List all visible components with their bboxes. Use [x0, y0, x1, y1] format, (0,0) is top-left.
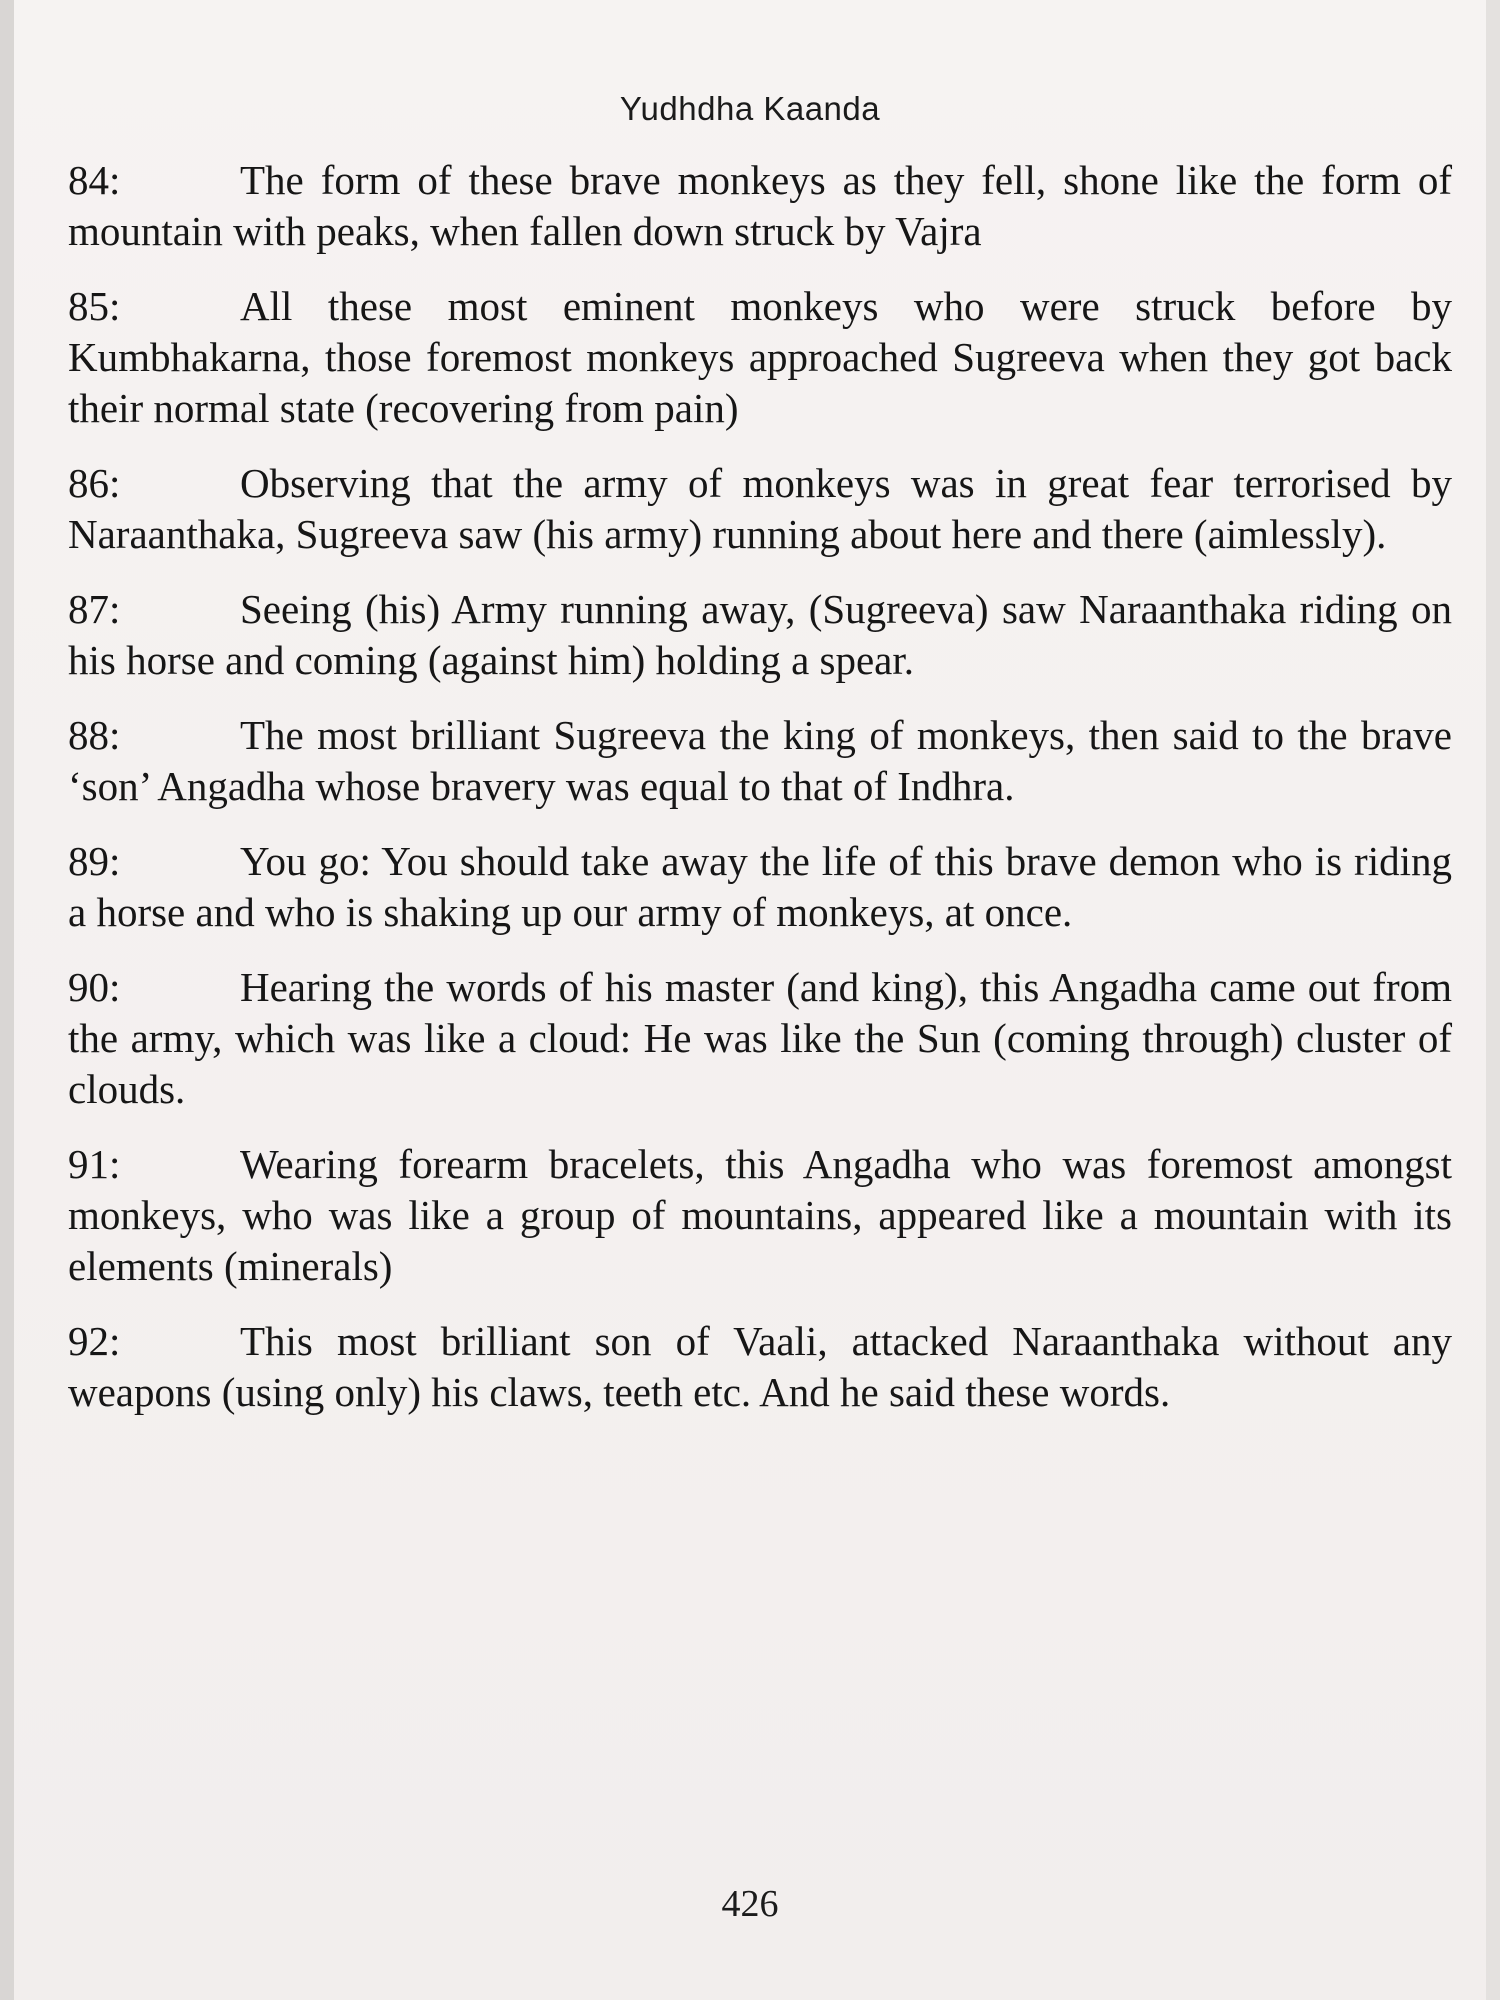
verse-92	[68, 1316, 1452, 1418]
page-right-edge	[1486, 0, 1500, 2000]
verse-number: 91:	[68, 1141, 121, 1187]
verse-text: You go: You should take away the life of this brave demon who is riding a horse and who is shaking up our army of monkeys, at once.	[68, 838, 1452, 935]
verse-86	[68, 458, 1452, 560]
verse-89	[68, 836, 1452, 938]
verse-text: Wearing forearm bracelets, this Angadha who was foremost amongst monkeys, who was like a group of mountains, appeared like a mountain with its elements (minerals)	[68, 1141, 1452, 1289]
verse-text: The most brilliant Sugreeva the king of monkeys, then said to the brave ‘son’ Angadha whose bravery was equal to that of Indhra.	[68, 712, 1452, 809]
verse-text: The form of these brave monkeys as they fell, shone like the form of mountain with peaks, when fallen down struck by Vajra	[68, 157, 1452, 254]
verse-number: 89:	[68, 838, 121, 884]
verse-number: 84:	[68, 157, 121, 203]
verse-number: 86:	[68, 460, 121, 506]
verse-list	[68, 155, 1452, 1438]
verse-84	[68, 155, 1452, 257]
verse-number: 90:	[68, 964, 121, 1010]
verse-text: This most brilliant son of Vaali, attacked Naraanthaka without any weapons (using only) his claws, teeth etc. And he said these words.	[68, 1318, 1452, 1415]
verse-90	[68, 962, 1452, 1115]
verse-text: All these most eminent monkeys who were struck before by Kumbhakarna, those foremost monkeys approached Sugreeva when they got back their normal state (recovering from pain)	[68, 283, 1452, 431]
verse-87	[68, 584, 1452, 686]
page-number: 426	[721, 1883, 779, 1925]
verse-text: Hearing the words of his master (and king), this Angadha came out from the army, which was like a cloud: He was like the Sun (coming through) cluster of clouds.	[68, 964, 1452, 1112]
running-header: Yudhdha Kaanda	[619, 90, 881, 127]
verse-number: 85:	[68, 283, 121, 329]
verse-text: Observing that the army of monkeys was in great fear terrorised by Naraanthaka, Sugreeva saw (his army) running about here and there (aimlessly).	[68, 460, 1452, 557]
verse-number: 88:	[68, 712, 121, 758]
verse-number: 87:	[68, 586, 121, 632]
verse-91	[68, 1139, 1452, 1292]
verse-number: 92:	[68, 1318, 121, 1364]
verse-88	[68, 710, 1452, 812]
verse-text: Seeing (his) Army running away, (Sugreeva) saw Naraanthaka riding on his horse and coming (against him) holding a spear.	[68, 586, 1452, 683]
page-left-edge	[0, 0, 14, 2000]
verse-85	[68, 281, 1452, 434]
